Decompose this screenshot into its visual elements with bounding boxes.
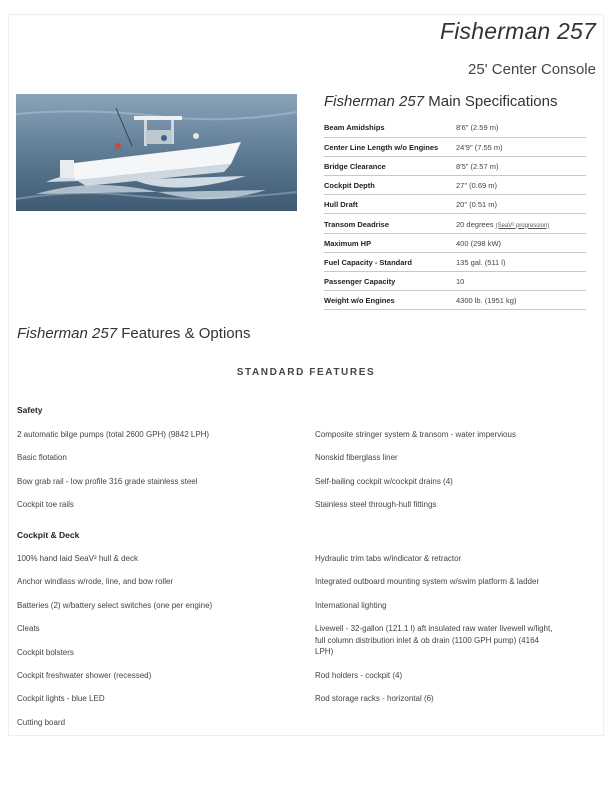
features-heading-suffix: Features & Options	[117, 325, 251, 342]
spec-label: Center Line Length w/o Engines	[324, 137, 456, 156]
spec-row	[324, 118, 586, 137]
spec-label: Bridge Clearance	[324, 156, 456, 175]
specs-heading-model: Fisherman 257	[324, 93, 425, 110]
feature-item: Composite stringer system & transom - water impervious	[315, 430, 516, 439]
spec-label: Fuel Capacity - Standard	[324, 252, 456, 271]
spec-row	[324, 176, 586, 195]
feature-item: Stainless steel through-hull fittings	[315, 500, 437, 510]
spec-value: 4300 lb. (1951 kg)	[456, 291, 586, 310]
spec-row	[324, 156, 586, 175]
spec-label: Beam Amidships	[324, 118, 456, 137]
feature-item: Basic flotation	[17, 453, 67, 463]
spec-label: Weight w/o Engines	[324, 291, 456, 310]
feature-item: Integrated outboard mounting system w/swim platform & ladder	[315, 577, 540, 587]
boat-photo	[16, 94, 297, 211]
feature-item: Hydraulic trim tabs w/indicator & retractor	[315, 554, 462, 563]
cockpit-group-title: Cockpit & Deck	[17, 530, 80, 540]
seav-progression-link[interactable]: (SeaV² progression)	[495, 222, 550, 229]
feature-item: Rod holders - cockpit (4)	[315, 670, 403, 680]
feature-item: Cockpit toe rails	[17, 500, 74, 510]
spec-value: 10	[456, 272, 586, 291]
spec-value: 20" (0.51 m)	[456, 195, 586, 214]
safety-right-list	[315, 429, 555, 523]
spec-row	[324, 233, 586, 252]
spec-value: 20 degrees	[456, 219, 496, 229]
feature-item: Bow grab rail - low profile 316 grade stainless steel	[17, 476, 198, 486]
safety-group-title: Safety	[17, 405, 43, 415]
spec-row	[324, 291, 586, 310]
feature-item: International lighting	[315, 600, 387, 610]
feature-item: 2 automatic bilge pumps (total 2600 GPH) (9842 LPH)	[17, 430, 210, 439]
spec-label: Passenger Capacity	[324, 272, 456, 291]
feature-item: Cleats	[17, 624, 40, 634]
safety-left-list	[17, 429, 257, 523]
feature-item: Batteries (2) w/battery select switches (one per engine)	[17, 600, 213, 610]
spec-row	[324, 214, 586, 233]
spec-label: Maximum HP	[324, 233, 456, 252]
feature-item: Rod storage racks - horizontal (6)	[315, 694, 434, 704]
spec-label: Cockpit Depth	[324, 176, 456, 195]
feature-item: Anchor windlass w/rode, line, and bow roller	[17, 577, 174, 587]
model-subtitle: 25' Center Console	[468, 61, 596, 78]
standard-features-label: STANDARD FEATURES	[236, 367, 376, 378]
spec-value: 400 (298 kW)	[456, 233, 586, 252]
model-title: Fisherman 257	[439, 18, 596, 44]
spec-row	[324, 195, 586, 214]
spec-value: 8'5" (2.57 m)	[456, 156, 586, 175]
features-heading	[17, 325, 250, 342]
specs-heading	[324, 93, 557, 110]
specs-heading-suffix: Main Specifications	[424, 93, 558, 110]
feature-item: Nonskid fiberglass liner	[315, 453, 398, 463]
feature-item: Cutting board	[17, 717, 66, 727]
cockpit-right-list	[315, 553, 555, 717]
feature-item: 100% hand laid SeaV² hull & deck	[17, 554, 138, 563]
spec-row	[324, 137, 586, 156]
spec-row	[324, 252, 586, 271]
specs-table	[324, 118, 586, 310]
feature-item: Livewell - 32-gallon (121.1 l) aft insulated raw water livewell w/light, full column distribution inlet & ob drain (1100 GPH pump) (4164 LPH)	[315, 624, 553, 657]
spec-label: Transom Deadrise	[324, 214, 456, 233]
spec-value: 27" (0.69 m)	[456, 176, 586, 195]
spec-label: Hull Draft	[324, 195, 456, 214]
cockpit-left-list	[17, 553, 257, 740]
feature-item: Cockpit bolsters	[17, 647, 74, 657]
feature-item: Self-bailing cockpit w/cockpit drains (4)	[315, 476, 453, 486]
spec-value-cell	[456, 214, 586, 233]
features-heading-model: Fisherman 257	[17, 325, 118, 342]
spec-row	[324, 272, 586, 291]
spec-value: 24'9" (7.55 m)	[456, 137, 586, 156]
feature-item: Cockpit lights - blue LED	[17, 694, 105, 704]
feature-item: Cockpit freshwater shower (recessed)	[17, 670, 152, 680]
spec-value: 8'6" (2.59 m)	[456, 118, 586, 137]
spec-value: 135 gal. (511 l)	[456, 252, 586, 271]
